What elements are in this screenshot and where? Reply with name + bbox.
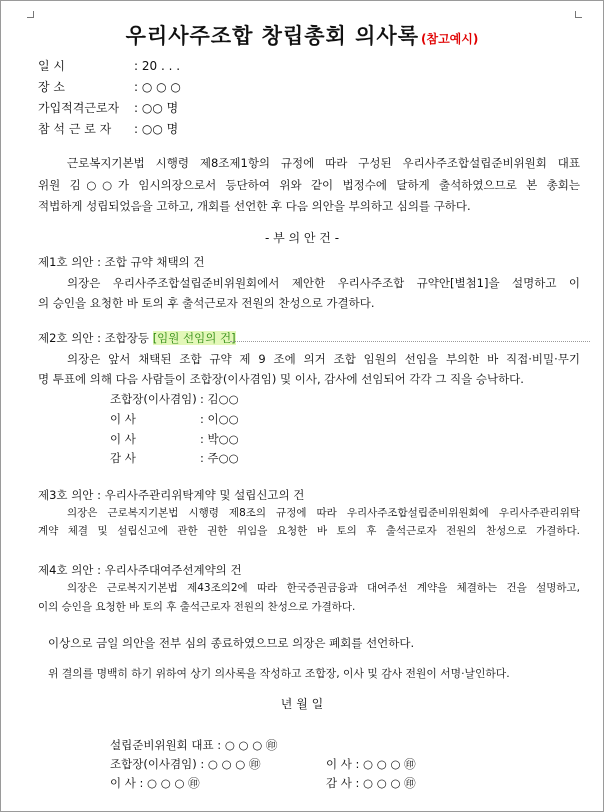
signature-representative: 설립준비위원회 대표 : ○ ○ ○ ㊞ — [110, 738, 278, 752]
document-title-row — [0, 20, 604, 50]
meta-row: 장 소 : ○ ○ ○ — [38, 80, 181, 94]
closing-statement: 이상으로 금일 의안을 전부 심의 종료하였으므로 의장은 폐회를 선언하다. — [48, 636, 415, 650]
document-title: 우리사주조합 창립총회 의사록 — [125, 24, 419, 48]
signature-auditor: 감 사 : ○ ○ ○ ㊞ — [326, 776, 416, 790]
meta-row: 가입적격근로자 : ○○ 명 — [38, 101, 179, 115]
officer-row: 감 사 : 주○○ — [110, 451, 239, 465]
officer-row: 이 사 : 박○○ — [110, 432, 239, 446]
section-heading: - 부 의 안 건 - — [264, 231, 340, 245]
agenda-body-line: 의장은 근로복지기본법 시행령 제8조의 규정에 따라 우리사주조합설립준비위원회에 우리사주관리위탁 — [67, 507, 580, 519]
page-corner-mark — [27, 11, 34, 18]
page-corner-mark — [575, 11, 582, 18]
agenda-heading: 제2호 의안 : 조합장등 [임원 선임의 건] — [38, 331, 236, 345]
intro-line: 근로복지기본법 시행령 제8조제1항의 규정에 따라 구성된 우리사주조합설립준비위원회 대표 — [67, 156, 580, 170]
agenda-heading: 제3호 의안 : 우리사주관리위탁계약 및 설립신고의 건 — [38, 488, 305, 502]
agenda-body-line: 이의 승인을 요청한 바 토의 후 출석근로자 전원의 찬성으로 가결하다. — [38, 601, 356, 613]
signature-director: 이 사 : ○ ○ ○ ㊞ — [326, 757, 416, 771]
agenda-body-line: 의 승인을 요청한 바 토의 후 출석근로자 전원의 찬성으로 가결하다. — [38, 296, 375, 310]
title-note: (참고예시) — [421, 32, 479, 46]
intro-line: 적법하게 성립되었음을 고하고, 개회를 선언한 후 다음 의안을 부의하고 심의를 구하다. — [38, 199, 471, 213]
closing-statement: 위 결의를 명백히 하기 위하여 상기 의사록을 작성하고 조합장, 이사 및 감사 전원이 서명·날인하다. — [48, 667, 510, 680]
signature-chair: 조합장(이사겸임) : ○ ○ ○ ㊞ — [110, 757, 261, 771]
agenda-body-line: 명 투표에 의해 다음 사람들이 조합장(이사겸임) 및 이사, 감사에 선임되어 각각 그 직을 승낙하다. — [38, 372, 524, 386]
agenda-heading: 제1호 의안 : 조합 규약 채택의 건 — [38, 255, 205, 269]
intro-line: 위원 김○○가 임시의장으로서 등단하여 위와 같이 법정수에 달하게 출석하였으므로 본 총회는 — [38, 178, 580, 192]
date-line: 년 월 일 — [280, 697, 324, 711]
signature-director: 이 사 : ○ ○ ○ ㊞ — [110, 776, 200, 790]
dotted-separator — [230, 341, 590, 342]
agenda-body-line: 의장은 근로복지기본법 제43조의2에 따라 한국증권금융과 대여주선 계약을 체결하는 건을 설명하고, — [67, 582, 580, 594]
meta-row: 일 시 : 20 . . . — [38, 59, 181, 73]
agenda-body-line: 의장은 앞서 채택된 조합 규약 제 9 조에 의거 조합 임원의 선임을 부의한 바 직접·비밀·무기 — [67, 352, 580, 366]
officer-row: 이 사 : 이○○ — [110, 412, 239, 426]
highlighted-agenda-title: [임원 선임의 건] — [152, 331, 236, 345]
agenda-body-line: 계약 체결 및 설립신고에 관한 권한 위임을 요청한 바 토의 후 출석근로자 전원의 찬성으로 가결하다. — [38, 525, 580, 537]
officer-row: 조합장(이사겸임) : 김○○ — [110, 392, 239, 406]
meta-row: 참 석 근 로 자 : ○○ 명 — [38, 122, 179, 136]
agenda-heading: 제4호 의안 : 우리사주대여주선계약의 건 — [38, 563, 242, 577]
agenda-body-line: 의장은 우리사주조합설립준비위원회에서 제안한 우리사주조합 규약안[별첨1]을 설명하고 이 — [67, 276, 580, 290]
